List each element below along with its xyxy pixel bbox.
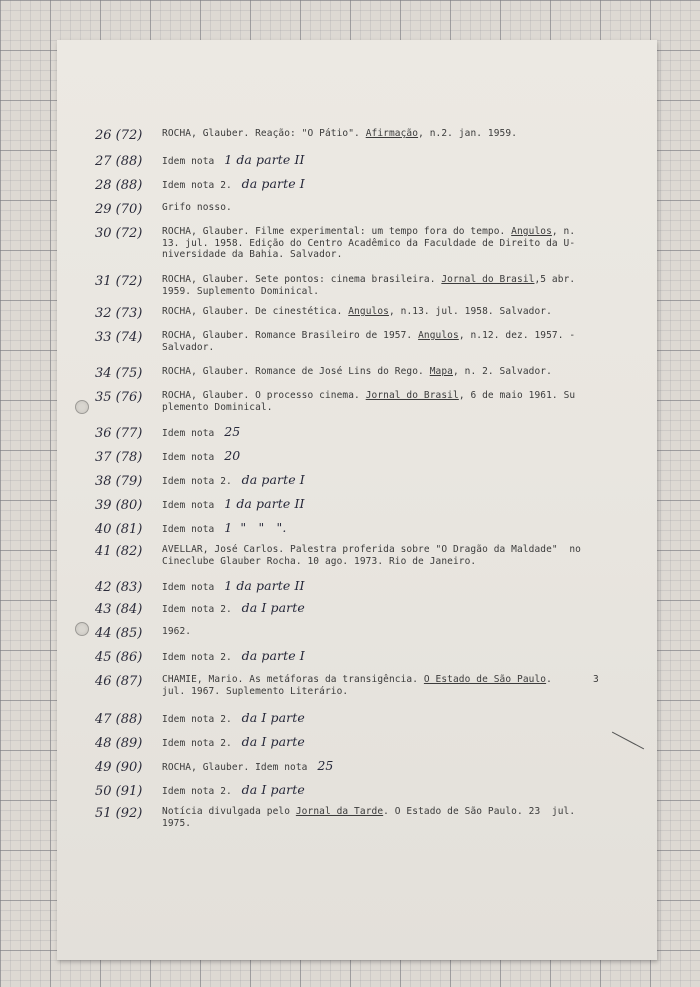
note-text xyxy=(162,736,602,750)
note-text xyxy=(162,474,602,488)
note-number: 42 (83) xyxy=(95,580,143,595)
note-text xyxy=(162,274,602,297)
typed-text: Idem nota 2. xyxy=(162,604,238,615)
note-text xyxy=(162,626,602,638)
typed-text: Notícia divulgada pelo xyxy=(162,806,296,817)
note-number: 41 (82) xyxy=(95,544,143,559)
underlined-title: Angulos xyxy=(418,330,459,341)
punch-hole xyxy=(75,400,89,414)
note-text xyxy=(162,178,602,192)
note-number: 44 (85) xyxy=(95,626,143,641)
pen-stroke xyxy=(612,732,644,750)
typed-text: Idem nota 2. xyxy=(162,180,238,191)
note-number: 36 (77) xyxy=(95,426,143,441)
underlined-title: Afirmação xyxy=(365,128,419,139)
typed-text: , n. 2. Salvador. xyxy=(452,366,552,377)
note-number: 31 (72) xyxy=(95,274,143,289)
handwritten-annotation: da parte I xyxy=(241,472,305,487)
typed-text: ROCHA, Glauber. Sete pontos: cinema brasileira. xyxy=(162,274,442,285)
handwritten-annotation: 1 da parte II xyxy=(224,496,305,511)
typed-text: ,5 abr. 1959. Suplemento Dominical. xyxy=(162,274,576,297)
note-text xyxy=(162,306,602,318)
note-number: 51 (92) xyxy=(95,806,143,821)
note-number: 45 (86) xyxy=(95,650,143,665)
typed-text: ROCHA, Glauber. Filme experimental: um tempo fora do tempo. xyxy=(162,226,512,237)
handwritten-annotation: da I parte xyxy=(241,600,305,615)
note-text xyxy=(162,544,602,567)
margin-number: 3 xyxy=(593,674,599,685)
note-number: 49 (90) xyxy=(95,760,143,775)
typed-text: ROCHA, Glauber. Romance Brasileiro de 1957. xyxy=(162,330,419,341)
underlined-title: Angulos xyxy=(511,226,552,237)
note-text xyxy=(162,580,602,594)
underlined-title: Angulos xyxy=(348,306,389,317)
note-text xyxy=(162,128,602,140)
typed-text: Idem nota xyxy=(162,500,221,511)
note-number: 33 (74) xyxy=(95,330,143,345)
note-text xyxy=(162,226,602,261)
note-text xyxy=(162,674,602,697)
note-number: 34 (75) xyxy=(95,366,143,381)
typed-text: Idem nota xyxy=(162,452,221,463)
typed-text: Idem nota xyxy=(162,156,221,167)
typed-text: Idem nota xyxy=(162,524,221,535)
typed-text: AVELLAR, José Carlos. Palestra proferida sobre "O Dragão da Maldade" no Cineclube Glauber Rocha. 10 ago. 1973. Rio de Janeiro. xyxy=(162,544,582,567)
note-text xyxy=(162,712,602,726)
note-text xyxy=(162,522,602,536)
typed-text: Idem nota xyxy=(162,582,221,593)
typed-text: Idem nota xyxy=(162,428,221,439)
note-number: 29 (70) xyxy=(95,202,143,217)
note-number: 40 (81) xyxy=(95,522,143,537)
underlined-title: Mapa xyxy=(429,366,453,377)
handwritten-annotation: da I parte xyxy=(241,710,305,725)
typed-text: Idem nota 2. xyxy=(162,714,238,725)
note-text xyxy=(162,426,602,440)
handwritten-annotation: da I parte xyxy=(241,734,305,749)
note-number: 32 (73) xyxy=(95,306,143,321)
typed-text: Idem nota 2. xyxy=(162,476,238,487)
note-number: 38 (79) xyxy=(95,474,143,489)
typed-text: ROCHA, Glauber. De cinestética. xyxy=(162,306,349,317)
typed-text: Idem nota 2. xyxy=(162,652,238,663)
handwritten-annotation: 1 " " ". xyxy=(224,520,287,535)
underlined-title: Jornal do Brasil xyxy=(441,274,535,285)
note-number: 50 (91) xyxy=(95,784,143,799)
typed-text: Idem nota 2. xyxy=(162,786,238,797)
typed-text: ROCHA, Glauber. Romance de José Lins do Rego. xyxy=(162,366,430,377)
note-text xyxy=(162,202,602,214)
underlined-title: Jornal do Brasil xyxy=(365,390,459,401)
note-text xyxy=(162,602,602,616)
note-text xyxy=(162,366,602,378)
typed-text: ROCHA, Glauber. Reação: "O Pátio". xyxy=(162,128,366,139)
note-number: 28 (88) xyxy=(95,178,143,193)
typed-text: , n.12. dez. 1957. - Salvador. xyxy=(162,330,576,353)
note-text xyxy=(162,760,602,774)
note-text xyxy=(162,330,602,353)
handwritten-annotation: 25 xyxy=(317,758,334,773)
handwritten-annotation: da parte I xyxy=(241,648,305,663)
note-text xyxy=(162,450,602,464)
note-number: 46 (87) xyxy=(95,674,143,689)
handwritten-annotation: 20 xyxy=(224,448,241,463)
underlined-title: O Estado de São Paulo xyxy=(423,674,547,685)
note-text xyxy=(162,650,602,664)
note-text xyxy=(162,806,602,829)
typed-text: , n. 13. jul. 1958. Edição do Centro Acadêmico da Faculdade de Direito da U- niversidade da Bahia. Salvador. xyxy=(162,226,576,260)
punch-hole xyxy=(75,622,89,636)
underlined-title: Jornal da Tarde xyxy=(295,806,384,817)
typed-text: Grifo nosso. xyxy=(162,202,232,213)
typed-text: Idem nota 2. xyxy=(162,738,238,749)
typed-page xyxy=(57,40,657,960)
typed-text: 1962. xyxy=(162,626,192,637)
handwritten-annotation: 25 xyxy=(224,424,241,439)
typed-text: . O Estado de São Paulo. 23 jul. 1975. xyxy=(162,806,576,829)
typed-text: , n.13. jul. 1958. Salvador. xyxy=(388,306,552,317)
handwritten-annotation: da parte I xyxy=(241,176,305,191)
note-number: 48 (89) xyxy=(95,736,143,751)
handwritten-annotation: 1 da parte II xyxy=(224,578,305,593)
typed-text: , 6 de maio 1961. Su plemento Dominical. xyxy=(162,390,576,413)
note-number: 47 (88) xyxy=(95,712,143,727)
note-number: 43 (84) xyxy=(95,602,143,617)
handwritten-annotation: da I parte xyxy=(241,782,305,797)
typed-text: . jul. 1967. Suplemento Literário. xyxy=(162,674,552,697)
note-number: 39 (80) xyxy=(95,498,143,513)
typed-text: , n.2. jan. 1959. xyxy=(418,128,518,139)
note-number: 35 (76) xyxy=(95,390,143,405)
handwritten-annotation: 1 da parte II xyxy=(224,152,305,167)
typed-text: ROCHA, Glauber. Idem nota xyxy=(162,762,314,773)
note-text xyxy=(162,784,602,798)
note-number: 26 (72) xyxy=(95,128,143,143)
note-text xyxy=(162,498,602,512)
note-text xyxy=(162,390,602,413)
note-number: 30 (72) xyxy=(95,226,143,241)
note-text xyxy=(162,154,602,168)
typed-text: CHAMIE, Mario. As metáforas da transigência. xyxy=(162,674,424,685)
note-number: 27 (88) xyxy=(95,154,143,169)
typed-text: ROCHA, Glauber. O processo cinema. xyxy=(162,390,366,401)
note-number: 37 (78) xyxy=(95,450,143,465)
